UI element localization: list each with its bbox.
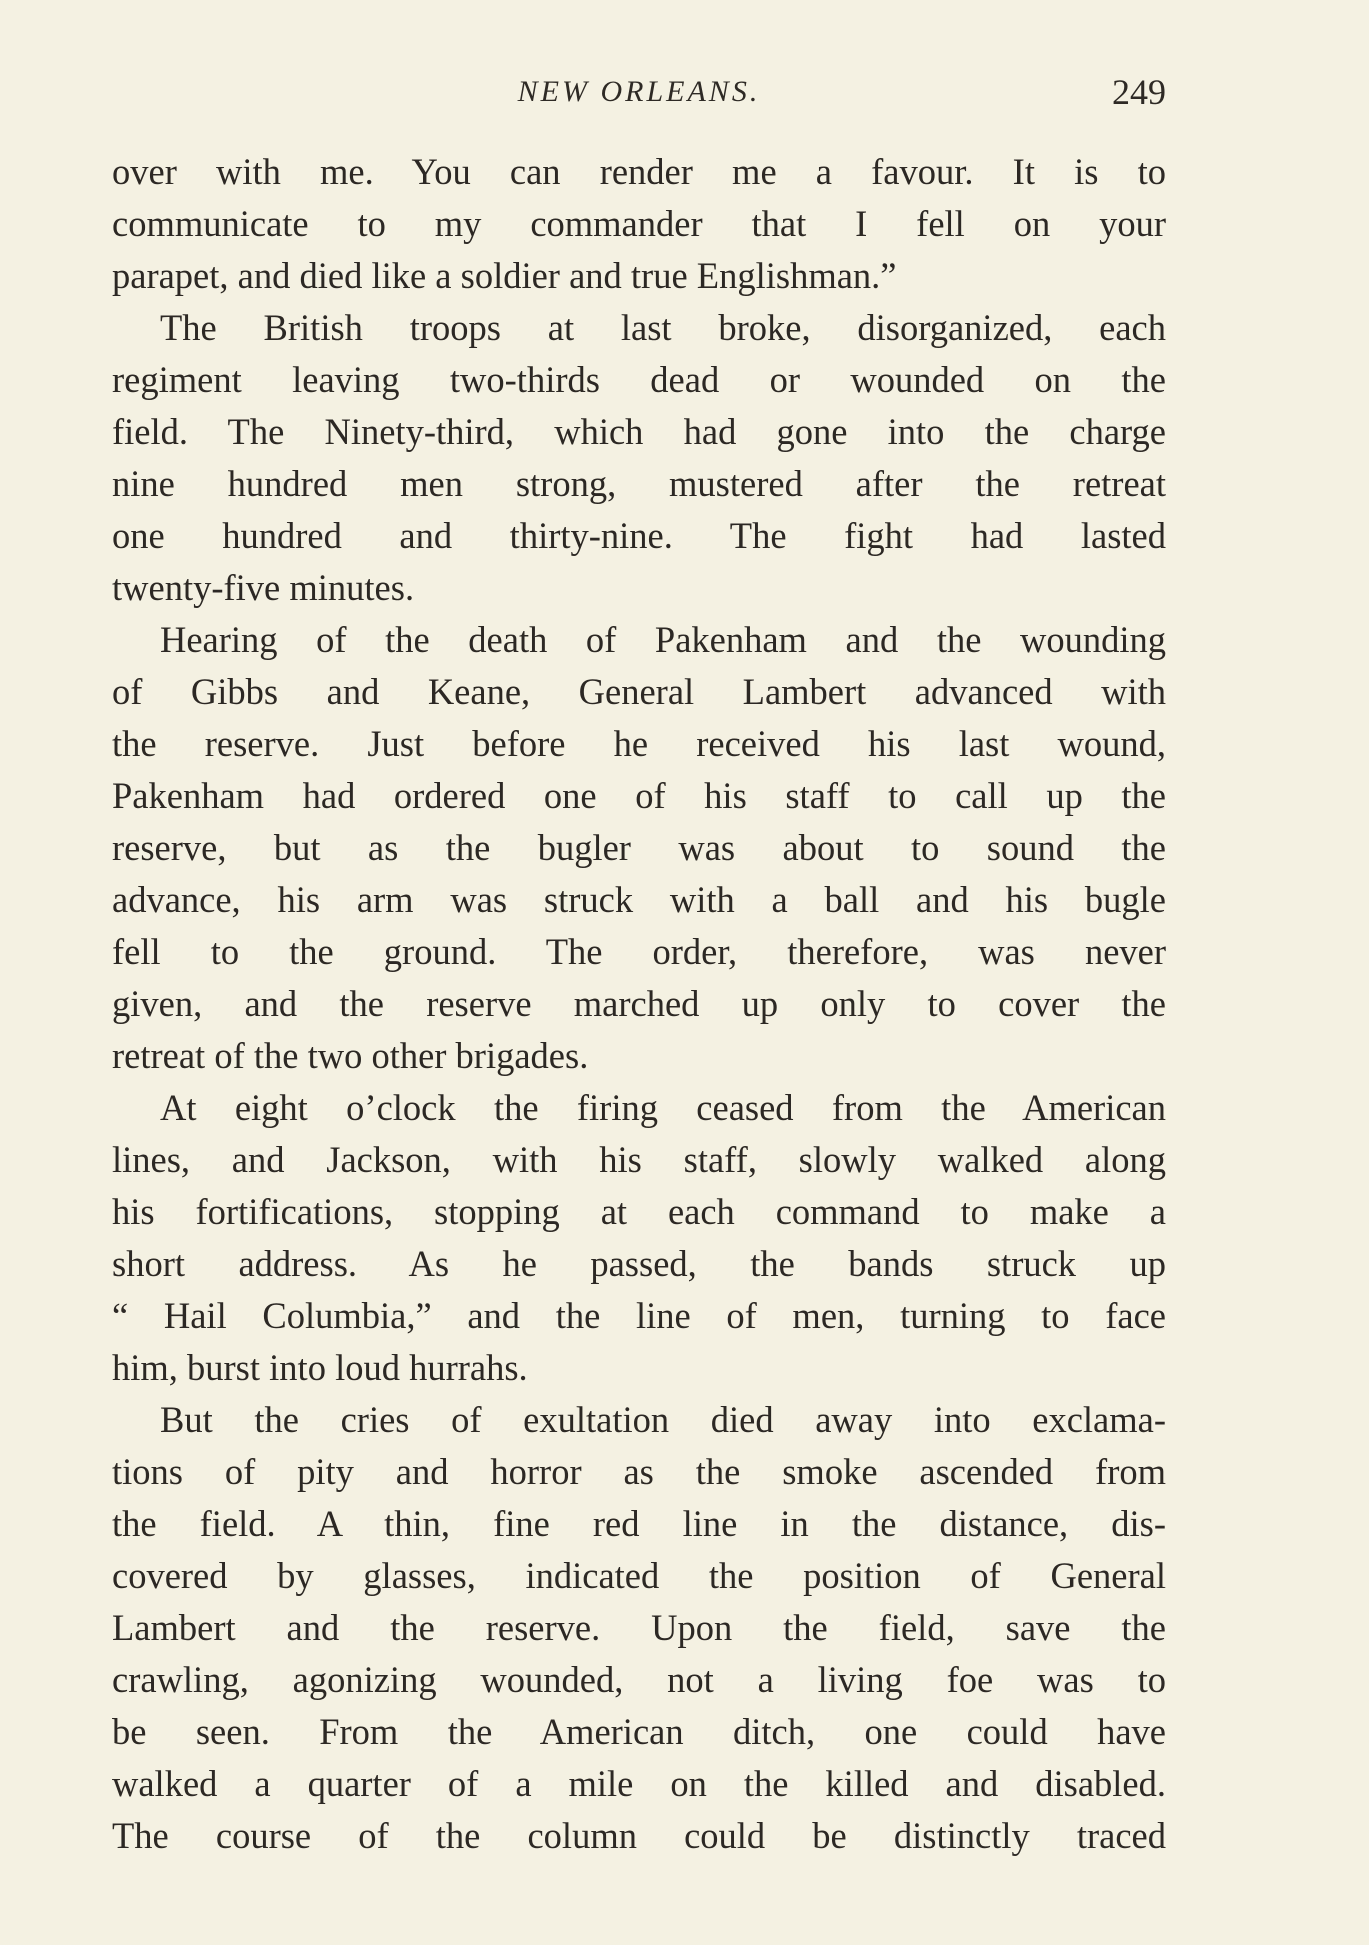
text-line: tions of pity and horror as the smoke ascended from — [112, 1451, 1166, 1492]
text-line: walked a quarter of a mile on the killed and disabled. — [112, 1763, 1166, 1804]
text-line: Lambert and the reserve. Upon the field, save the — [112, 1607, 1166, 1648]
text-line: The British troops at last broke, disorganized, each — [160, 307, 1166, 348]
text-line: be seen. From the American ditch, one could have — [112, 1711, 1166, 1752]
text-line: fell to the ground. The order, therefore, was never — [112, 931, 1166, 972]
text-line: But the cries of exultation died away into exclama- — [160, 1399, 1166, 1440]
text-line: Hearing of the death of Pakenham and the wounding — [160, 619, 1166, 660]
text-line: field. The Ninety-third, which had gone into the charge — [112, 411, 1166, 452]
text-line: over with me. You can render me a favour. It is to — [112, 151, 1166, 192]
text-line: reserve, but as the bugler was about to sound the — [112, 827, 1166, 868]
text-line: Pakenham had ordered one of his staff to call up the — [112, 775, 1166, 816]
text-line: retreat of the two other brigades. — [112, 1035, 589, 1076]
text-line: one hundred and thirty-nine. The fight had lasted — [112, 515, 1166, 556]
text-line: communicate to my commander that I fell on your — [112, 203, 1166, 244]
text-line: regiment leaving two-thirds dead or wounded on the — [112, 359, 1166, 400]
text-line: At eight o’clock the firing ceased from the American — [160, 1087, 1166, 1128]
running-title: NEW ORLEANS. — [517, 75, 761, 108]
text-line: his fortifications, stopping at each command to make a — [112, 1191, 1166, 1232]
text-line: lines, and Jackson, with his staff, slowly walked along — [112, 1139, 1166, 1180]
text-line: advance, his arm was struck with a ball and his bugle — [112, 879, 1166, 920]
text-line: nine hundred men strong, mustered after the retreat — [112, 463, 1166, 504]
text-line: short address. As he passed, the bands struck up — [112, 1243, 1166, 1284]
text-line: of Gibbs and Keane, General Lambert advanced with — [112, 671, 1166, 712]
text-line: The course of the column could be distinctly traced — [112, 1815, 1166, 1856]
body-text — [112, 146, 1166, 1862]
text-line: the reserve. Just before he received his last wound, — [112, 723, 1166, 764]
text-line: “ Hail Columbia,” and the line of men, turning to face — [112, 1295, 1166, 1336]
text-line: given, and the reserve marched up only to cover the — [112, 983, 1166, 1024]
text-line: him, burst into loud hurrahs. — [112, 1347, 528, 1388]
running-head — [112, 66, 1166, 118]
text-line: crawling, agonizing wounded, not a living foe was to — [112, 1659, 1166, 1700]
text-line: parapet, and died like a soldier and true Englishman.” — [112, 255, 897, 296]
text-line: twenty-five minutes. — [112, 567, 415, 608]
text-line: covered by glasses, indicated the position of General — [112, 1555, 1166, 1596]
text-line: the field. A thin, fine red line in the distance, dis- — [112, 1503, 1166, 1544]
page-number: 249 — [1112, 72, 1166, 112]
